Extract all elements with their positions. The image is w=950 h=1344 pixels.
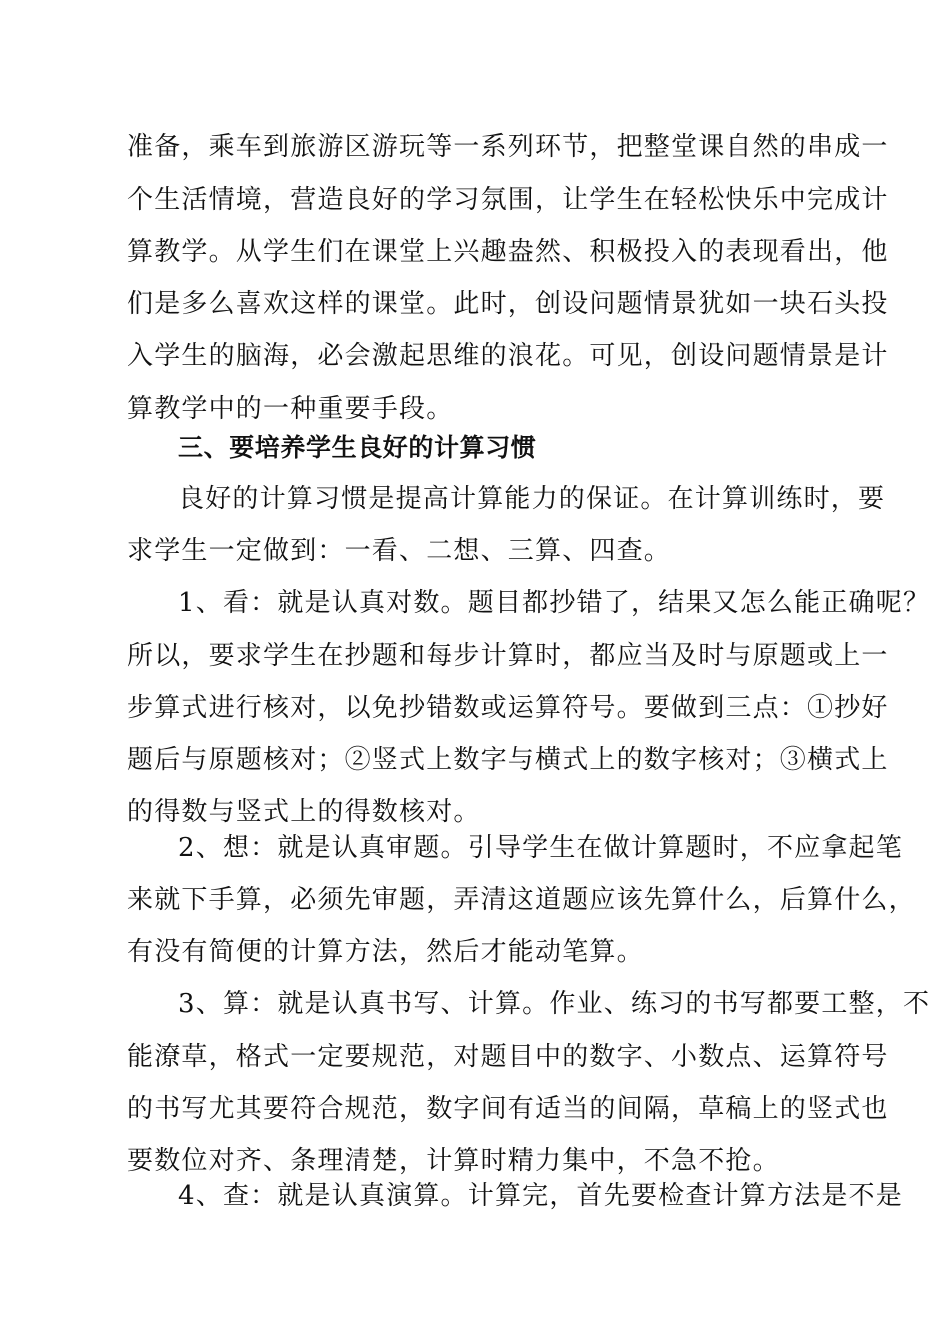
- paragraph-line: 准备，乘车到旅游区游玩等一系列环节，把整堂课自然的串成一: [127, 132, 889, 162]
- section-heading: 三、要培养学生良好的计算习惯: [178, 433, 537, 462]
- list-item-line: 要数位对齐、条理清楚，计算时精力集中，不急不抢。: [127, 1146, 780, 1176]
- list-item-line: 2、想：就是认真审题。引导学生在做计算题时，不应拿起笔: [178, 833, 903, 863]
- paragraph-line: 算教学。从学生们在课堂上兴趣盎然、积极投入的表现看出，他: [127, 237, 889, 267]
- paragraph-line: 入学生的脑海，必会激起思维的浪花。可见，创设问题情景是计: [127, 341, 889, 371]
- list-item-line: 有没有简便的计算方法，然后才能动笔算。: [127, 937, 644, 967]
- paragraph-line: 个生活情境，营造良好的学习氛围，让学生在轻松快乐中完成计: [127, 185, 889, 215]
- list-item-line: 来就下手算，必须先审题，弄清这道题应该先算什么，后算什么，: [127, 885, 916, 915]
- list-item-line: 所以，要求学生在抄题和每步计算时，都应当及时与原题或上一: [127, 641, 889, 671]
- paragraph-line: 良好的计算习惯是提高计算能力的保证。在计算训练时，要: [178, 484, 886, 514]
- paragraph-line: 们是多么喜欢这样的课堂。此时，创设问题情景犹如一块石头投: [127, 289, 889, 319]
- list-item-line: 步算式进行核对，以免抄错数或运算符号。要做到三点：①抄好: [127, 693, 889, 723]
- paragraph-line: 求学生一定做到：一看、二想、三算、四查。: [127, 536, 672, 566]
- list-item-line: 4、查：就是认真演算。计算完，首先要检查计算方法是不是: [178, 1181, 903, 1211]
- list-item-line: 3、算：就是认真书写、计算。作业、练习的书写都要工整，不: [178, 989, 931, 1019]
- list-item-line: 题后与原题核对；②竖式上数字与横式上的数字核对；③横式上: [127, 745, 889, 775]
- paragraph-line: 算教学中的一种重要手段。: [127, 394, 454, 424]
- list-item-line: 1、看：就是认真对数。题目都抄错了，结果又怎么能正确呢？: [178, 588, 931, 618]
- list-item-line: 的得数与竖式上的得数核对。: [127, 797, 481, 827]
- list-item-line: 的书写尤其要符合规范，数字间有适当的间隔，草稿上的竖式也: [127, 1094, 889, 1124]
- list-item-line: 能潦草，格式一定要规范，对题目中的数字、小数点、运算符号: [127, 1042, 889, 1072]
